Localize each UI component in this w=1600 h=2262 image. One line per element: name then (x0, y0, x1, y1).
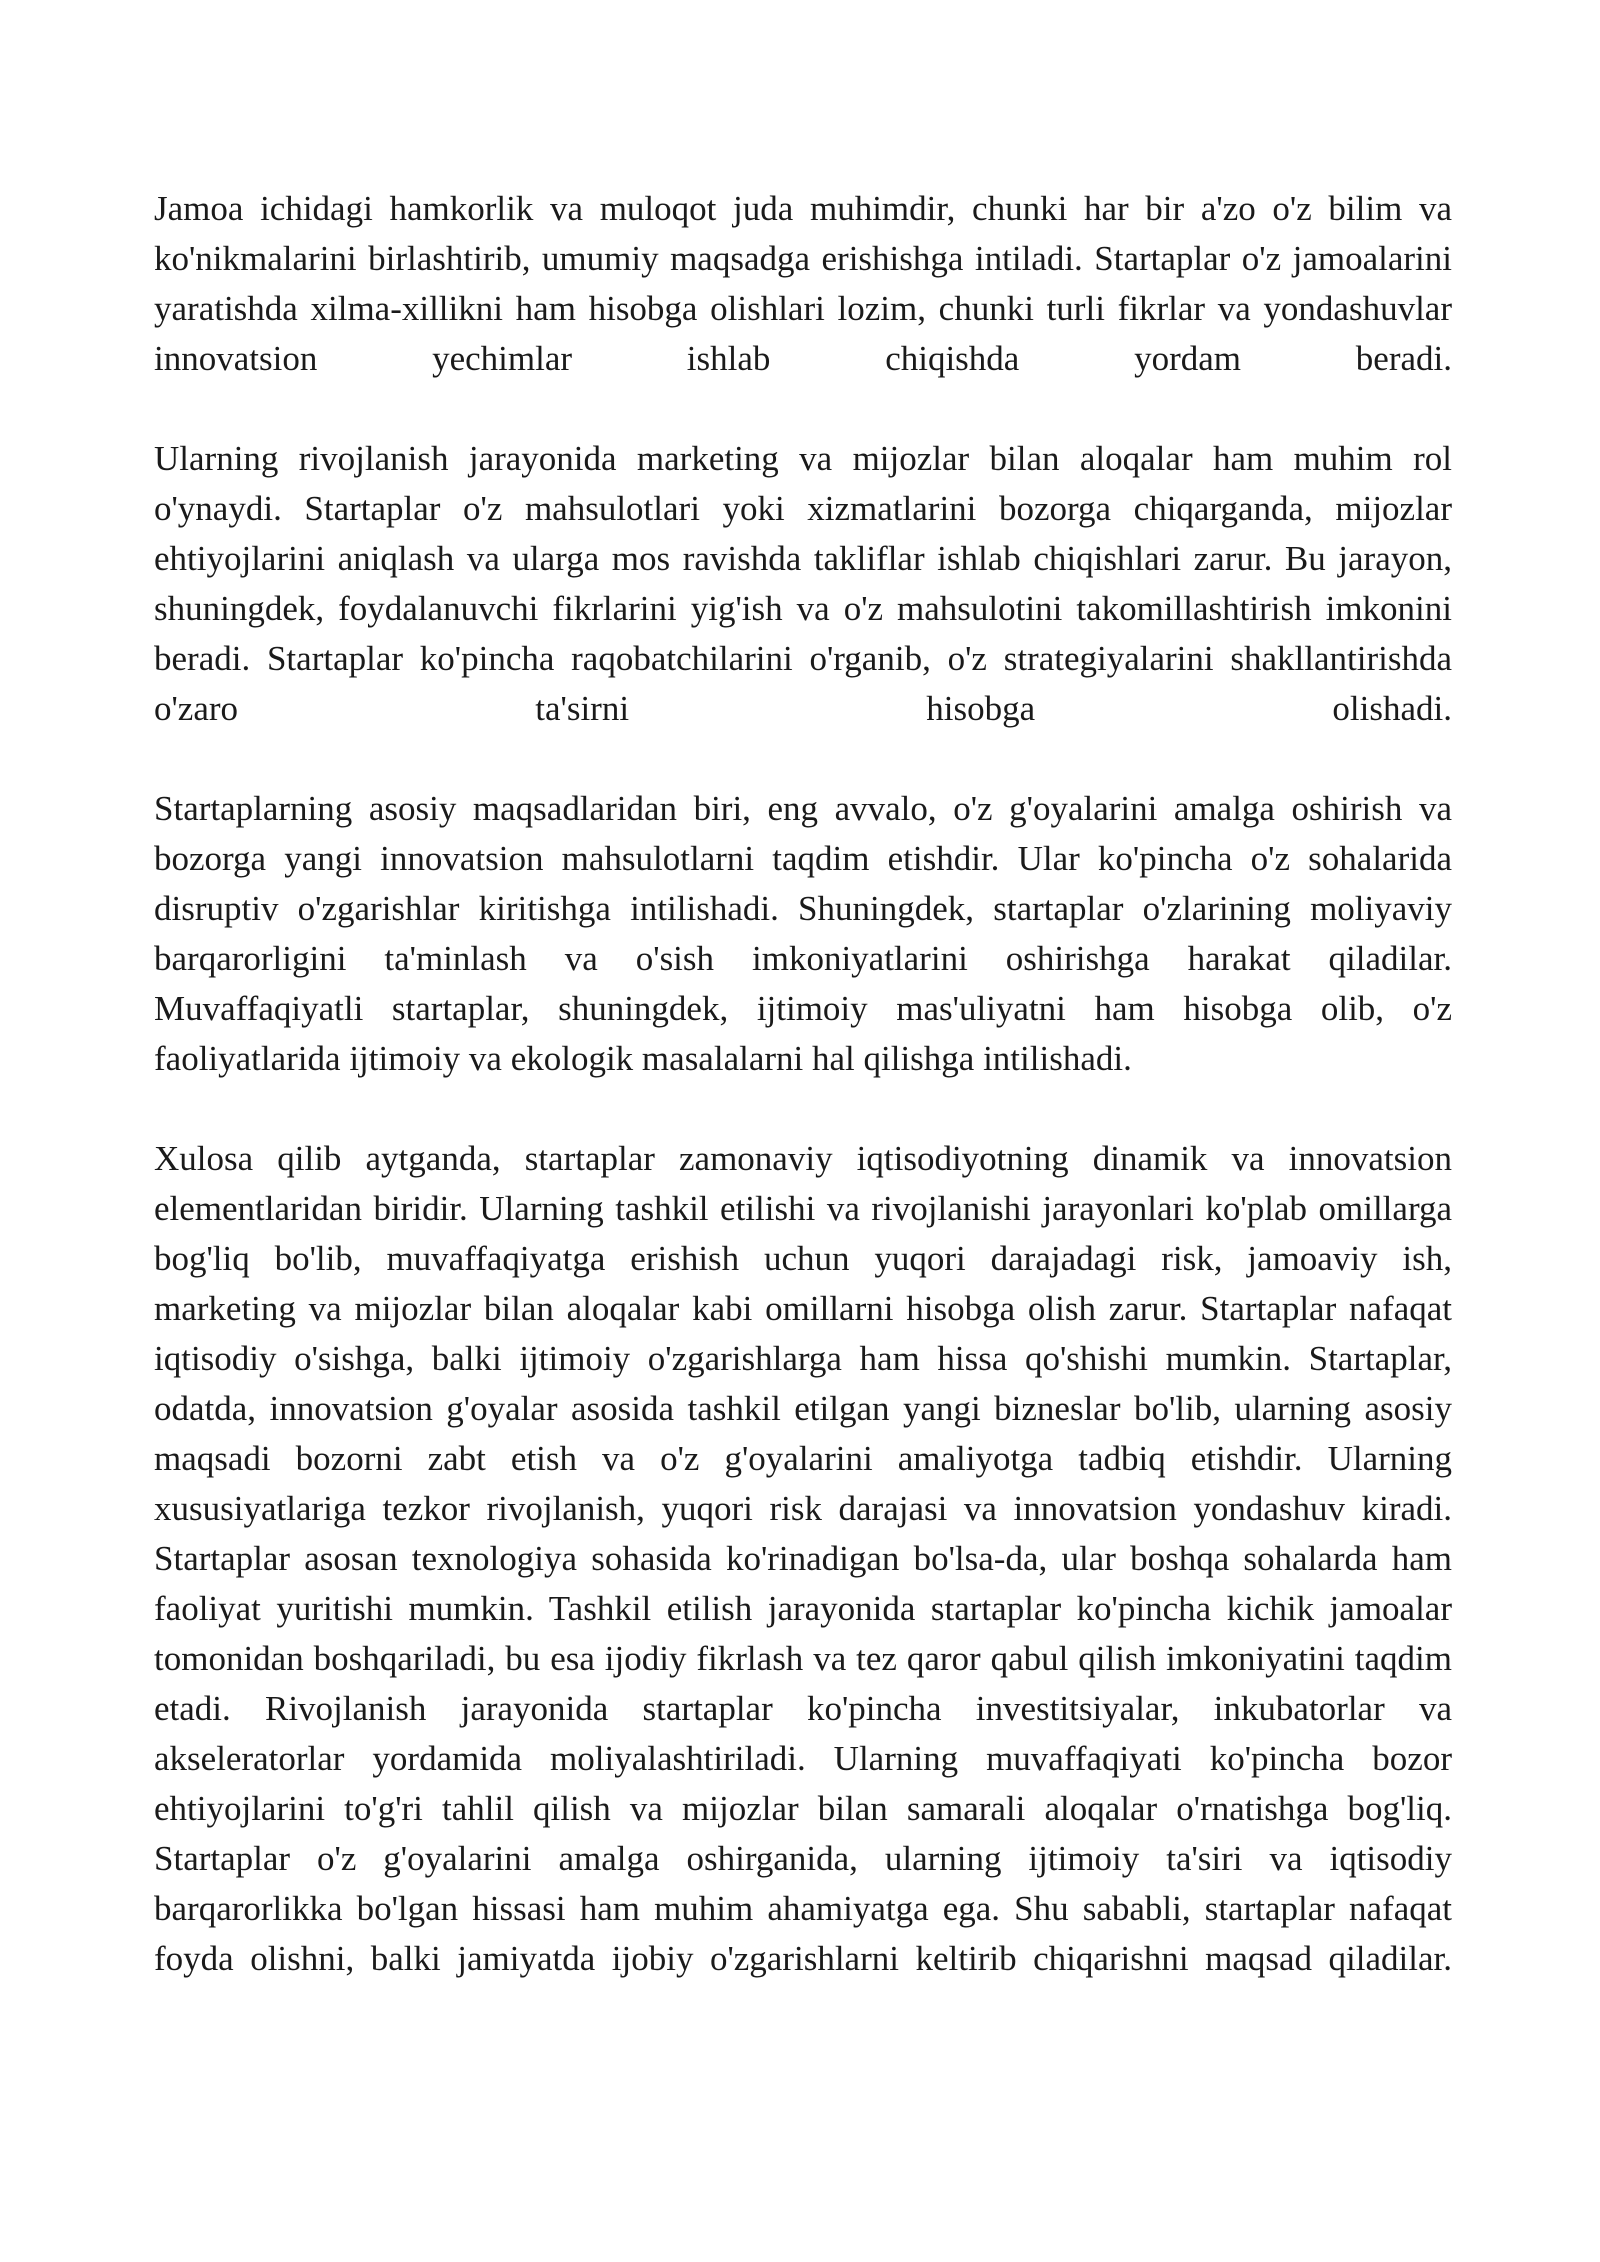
paragraph-goals: Startaplarning asosiy maqsadlaridan biri, eng avvalo, o'z g'oyalarini amalga oshirish va bozorga yangi innovatsion mahsulotlarni taqdim etishdir. Ular ko'pincha o'z sohalarida disruptiv o'zgarishlar kiritishga intilishadi. Shuningdek, startaplar o'zlarining moliyaviy barqarorligini ta'minlash va o'sish imkoniyatlarini oshirishga harakat qiladilar. Muvaffaqiyatli startaplar, shuningdek, ijtimoiy mas'uliyatni ham hisobga olib, o'z faoliyatlarida ijtimoiy va ekologik masalalarni hal qilishga intilishadi. (154, 789, 1452, 1078)
document-body (154, 184, 1452, 2034)
paragraph-conclusion: Xulosa qilib aytganda, startaplar zamonaviy iqtisodiyotning dinamik va innovatsion elementlaridan biridir. Ularning tashkil etilishi va rivojlanishi jarayonlari ko'plab omillarga bog'liq bo'lib, muvaffaqiyatga erishish uchun yuqori darajadagi risk, jamoaviy ish, marketing va mijozlar bilan aloqalar kabi omillarni hisobga olish zarur. Startaplar nafaqat iqtisodiy o'sishga, balki ijtimoiy o'zgarishlarga ham hissa qo'shishi mumkin. Startaplar, odatda, innovatsion g'oyalar asosida tashkil etilgan yangi bizneslar bo'lib, ularning asosiy maqsadi bozorni zabt etish va o'z g'oyalarini amaliyotga tadbiq etishdir. Ularning xususiyatlariga tezkor rivojlanish, yuqori risk darajasi va innovatsion yondashuv kiradi. Startaplar asosan texnologiya sohasida ko'rinadigan bo'lsa-da, ular boshqa sohalarda ham faoliyat yuritishi mumkin. Tashkil etilish jarayonida startaplar ko'pincha kichik jamoalar tomonidan boshqariladi, bu esa ijodiy fikrlash va tez qaror qabul qilish imkoniyatini taqdim etadi. Rivojlanish jarayonida startaplar ko'pincha investitsiyalar, inkubatorlar va akseleratorlar yordamida moliyalashtiriladi. Ularning muvaffaqiyati ko'pincha bozor ehtiyojlarini to'g'ri tahlil qilish va mijozlar bilan samarali aloqalar o'rnatishga bog'liq. Startaplar o'z g'oyalarini amalga oshirganida, ularning ijtimoiy ta'siri va iqtisodiy barqarorlikka bo'lgan hissasi ham muhim ahamiyatga ega. Shu sababli, startaplar nafaqat foyda olishni, balki jamiyatda ijobiy o'zgarishlarni keltirib chiqarishni maqsad qiladilar. (154, 1139, 1452, 1978)
paragraph-marketing: Ularning rivojlanish jarayonida marketing va mijozlar bilan aloqalar ham muhim rol o'ynaydi. Startaplar o'z mahsulotlari yoki xizmatlarini bozorga chiqarganda, mijozlar ehtiyojlarini aniqlash va ularga mos ravishda takliflar ishlab chiqishlari zarur. Bu jarayon, shuningdek, foydalanuvchi fikrlarini yig'ish va o'z mahsulotini takomillashtirish imkonini beradi. Startaplar ko'pincha raqobatchilarini o'rganib, o'z strategiyalarini shakllantirishda o'zaro ta'sirni hisobga olishadi. (154, 439, 1452, 728)
paragraph-teamwork: Jamoa ichidagi hamkorlik va muloqot juda muhimdir, chunki har bir a'zo o'z bilim va ko'nikmalarini birlashtirib, umumiy maqsadga erishishga intiladi. Startaplar o'z jamoalarini yaratishda xilma-xillikni ham hisobga olishlari lozim, chunki turli fikrlar va yondashuvlar innovatsion yechimlar ishlab chiqishda yordam beradi. (154, 189, 1452, 378)
